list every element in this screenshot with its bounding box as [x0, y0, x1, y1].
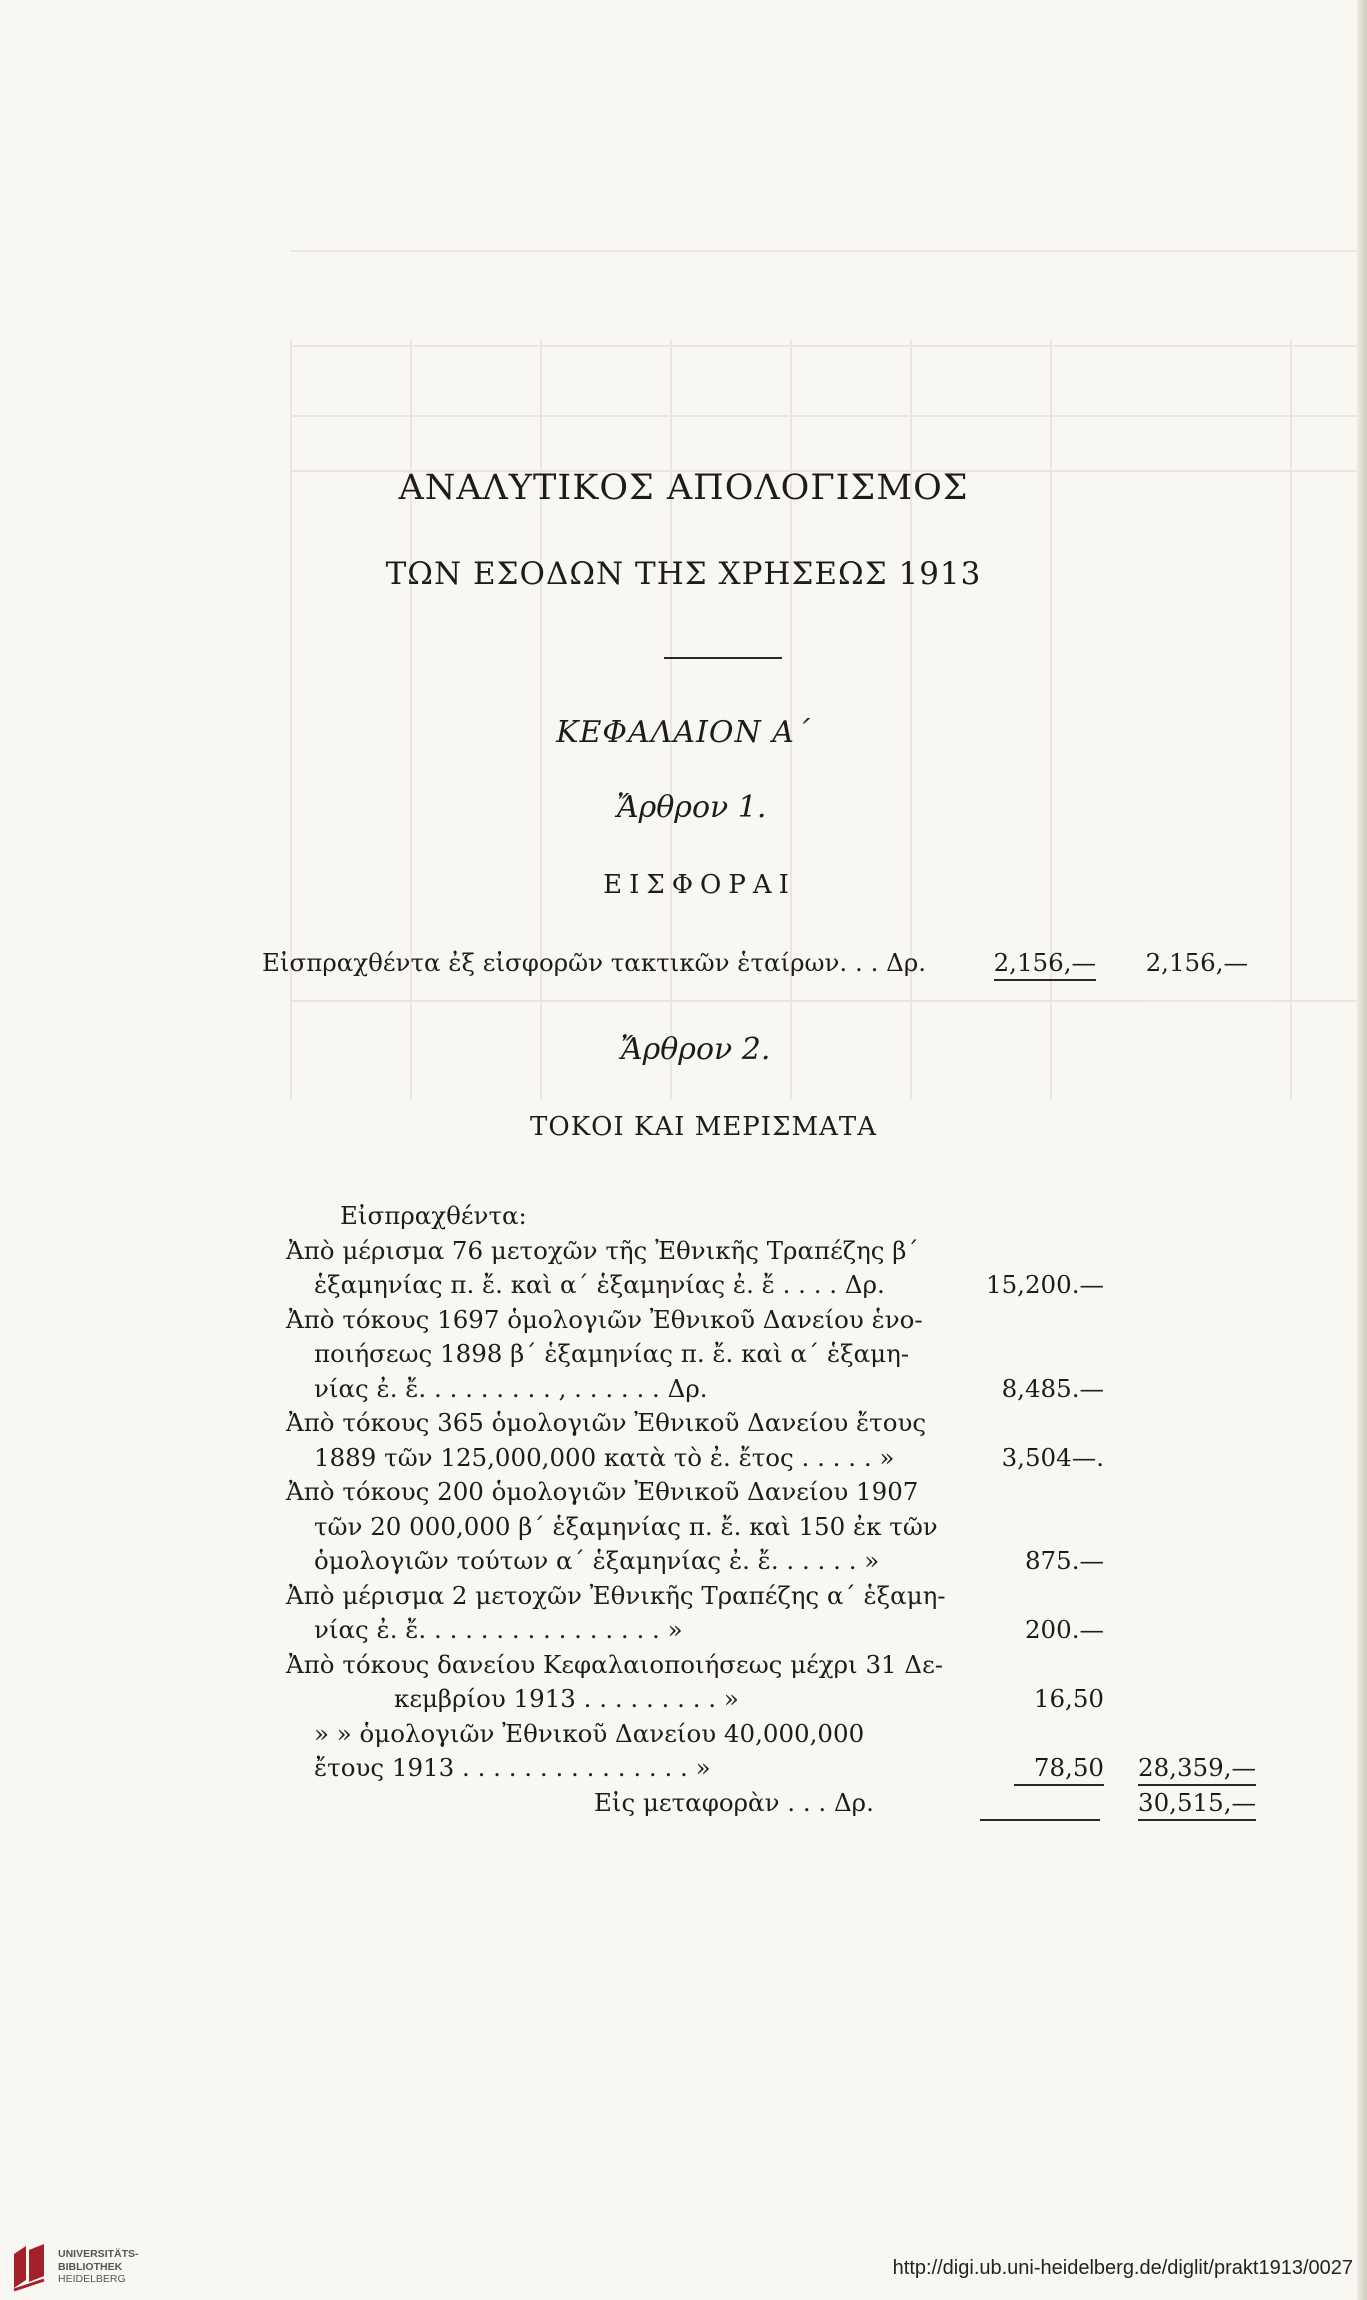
library-name: UNIVERSITÄTS- BIBLIOTHEK HEIDELBERG	[58, 2248, 139, 2285]
entry-line: Ἀπὸ τόκους 200 ὁμολογιῶν Ἐθνικοῦ Δανείου 1907	[286, 1477, 919, 1506]
article-1-amount: 2,156,—	[990, 948, 1096, 977]
entry-line: ἔτους 1913 . . . . . . . . . . . . . . . »	[314, 1753, 711, 1782]
entry-line: Ἀπὸ μέρισμα 2 μετοχῶν Ἐθνικῆς Τραπέζης α΄ ἑξαμη-	[286, 1581, 946, 1610]
entry-amount: 875.—	[1024, 1546, 1104, 1575]
entry-line: Ἀπὸ μέρισμα 76 μετοχῶν τῆς Ἐθνικῆς Τραπέζης β΄	[286, 1236, 919, 1265]
show-through-background	[290, 170, 1360, 1120]
chapter-heading: ΚΕΦΑΛΑΙΟΝ Α΄	[556, 715, 811, 750]
entry-line: νίας ἐ. ἔ. . . . . . . . . , . . . . . . Δρ.	[314, 1374, 708, 1403]
article-1-line: Εἰσπραχθέντα ἐξ εἰσφορῶν τακτικῶν ἑταίρων. . . Δρ.	[262, 948, 927, 977]
entry-line: 1889 τῶν 125,000,000 κατὰ τὸ ἐ. ἔτος . . . . . »	[314, 1443, 895, 1472]
entry-line: Ἀπὸ τόκους 365 ὁμολογιῶν Ἐθνικοῦ Δανείου ἔτους	[286, 1408, 927, 1437]
article-2-heading: Ἄρθρον 2.	[620, 1032, 771, 1067]
entry-line: Ἀπὸ τόκους 1697 ὁμολογιῶν Ἐθνικοῦ Δανείου ἑνο-	[286, 1305, 923, 1334]
title-rule	[664, 657, 782, 659]
entry-amount: 78,50	[960, 1753, 1104, 1782]
article-1-heading: Ἄρθρον 1.	[616, 790, 767, 825]
article-2-total: 28,359,—	[1120, 1753, 1256, 1782]
entry-line: κεμβρίου 1913 . . . . . . . . . »	[394, 1684, 739, 1713]
source-url: http://digi.ub.uni-heidelberg.de/diglit/prakt1913/0027	[892, 2257, 1353, 2279]
entry-line: » » ὁμολογιῶν Ἐθνικοῦ Δανείου 40,000,000	[314, 1719, 865, 1748]
article-1-total: 2,156,—	[1145, 948, 1248, 977]
entry-line: ποιήσεως 1898 β΄ ἑξαμηνίας π. ἔ. καὶ α΄ ἑξαμη-	[314, 1339, 910, 1368]
entry-amount: 16,50	[1033, 1684, 1104, 1713]
entry-amount: 8,485.—	[1001, 1374, 1104, 1403]
entry-line: Ἀπὸ τόκους δανείου Κεφαλαιοποιήσεως μέχρι 31 Δε-	[286, 1650, 944, 1679]
entry-line: τῶν 20 000,000 β΄ ἑξαμηνίας π. ἔ. καὶ 150 ἐκ τῶν	[314, 1512, 938, 1541]
carry-forward-label: Εἰς μεταφορὰν . . . Δρ.	[594, 1788, 874, 1817]
entry-amount: 200.—	[1024, 1615, 1104, 1644]
article-2-section: ΤΟΚΟΙ ΚΑΙ ΜΕΡΙΣΜΑΤΑ	[530, 1112, 877, 1142]
main-subtitle: ΤΩΝ ΕΣΟΔΩΝ ΤΗΣ ΧΡΗΣΕΩΣ 1913	[385, 556, 982, 592]
main-title: ΑΝΑΛΥΤΙΚΟΣ ΑΠΟΛΟΓΙΣΜΟΣ	[398, 468, 969, 508]
entry-amount: 15,200.—	[985, 1270, 1104, 1299]
entry-amount: 3,504—.	[1001, 1443, 1104, 1472]
carry-forward-rule	[980, 1819, 1100, 1821]
article-2-intro: Εἰσπραχθέντα:	[340, 1201, 527, 1230]
carry-forward-total: 30,515,—	[1120, 1788, 1256, 1817]
entry-line: ὁμολογιῶν τούτων α΄ ἑξαμηνίας ἐ. ἔ. . . . . . »	[314, 1546, 880, 1575]
entry-line: ἑξαμηνίας π. ἔ. καὶ α΄ ἑξαμηνίας ἐ. ἔ . . . . Δρ.	[314, 1270, 885, 1299]
page-edge-shadow	[1357, 0, 1367, 2300]
entry-line: νίας ἐ. ἔ. . . . . . . . . . . . . . . . »	[314, 1615, 683, 1644]
university-library-logo	[10, 2242, 48, 2292]
article-1-section: ΕΙΣΦΟΡΑΙ	[603, 870, 796, 900]
